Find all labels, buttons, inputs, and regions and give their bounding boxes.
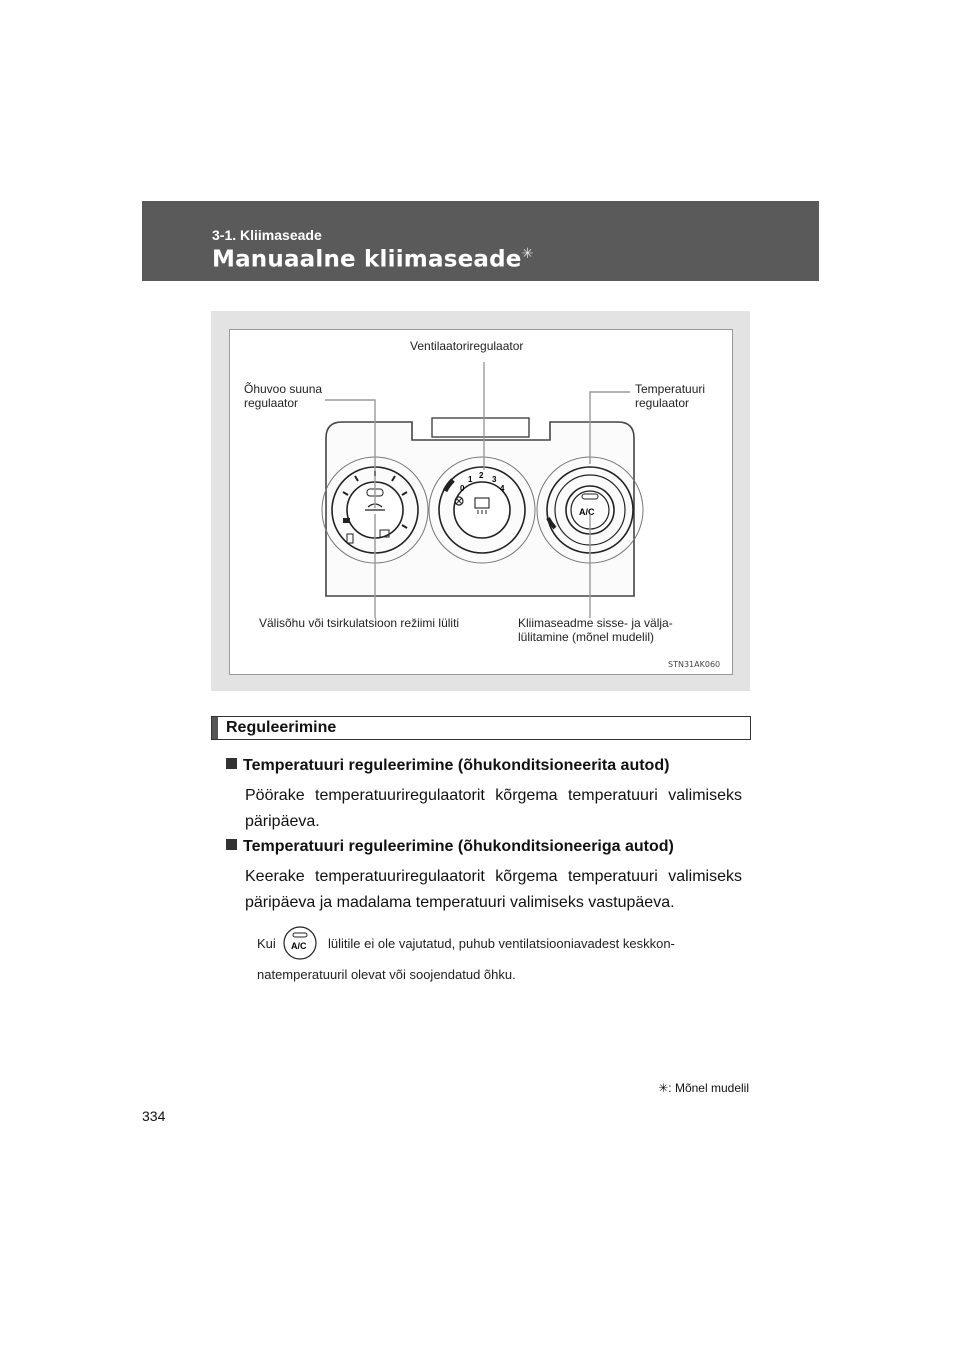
callout-temperature [635,382,705,410]
fan-speed-4: 4 [500,484,505,493]
section-tab [212,717,218,739]
display-window [432,418,529,437]
section-title: Reguleerimine [226,719,337,736]
figure-frame [229,329,733,675]
bullet-square-icon [226,839,237,850]
callout-temperature-line1: Temperatuuri [635,382,706,396]
fan-speed-2: 2 [479,471,484,480]
footnote-text: : Mõnel mudelil [668,1081,749,1095]
callout-recirculation: Välisõhu või tsirkulatsioon režiimi lüliti [259,616,460,630]
item-heading-1 [226,757,669,775]
callout-airflow-line2: regulaator [244,396,299,410]
figure-code: STN31AK060 [668,660,721,669]
climate-control-figure [211,311,750,691]
section-number: 3-1. Kliimaseade [212,227,322,243]
fan-speed-3: 3 [492,475,497,484]
bullet-square-icon [226,758,237,769]
footnote-star: ✳ [658,1081,669,1095]
note-prefix: Kui [257,936,276,951]
fan-speed-1: 1 [468,475,473,484]
section-header [211,716,751,740]
chapter-header [142,201,819,281]
page-title [212,246,534,273]
callout-ac [518,616,673,644]
item-body-2: Keerake temperatuuriregulaatorit kõrgema temperatuuri valimiseks päripäeva ja madalama temperatuuri valimiseks vastupäeva. [245,868,742,911]
footnote [658,1081,749,1095]
asterisk-icon: ✳ [521,246,534,262]
item-body-1: Pöörake temperatuuriregulaatorit kõrgema temperatuuri valimiseks päripäeva. [245,787,742,830]
page-title-text: Manuaalne kliimaseade [212,246,522,273]
note-line1: lülitile ei ole vajutatud, puhub ventilatsiooniavadest keskkon- [328,936,675,951]
item-heading-2 [226,838,674,856]
callout-airflow-line1: Õhuvoo suuna [244,382,323,396]
ac-button-label: A/C [579,507,595,517]
item-heading-2-text: Temperatuuri reguleerimine (õhukonditsioneeriga autod) [243,838,674,855]
item-heading-1-text: Temperatuuri reguleerimine (õhukonditsioneerita autod) [243,757,670,774]
callout-ac-line2: lülitamine (mõnel mudelil) [518,630,655,644]
callout-airflow [244,382,322,410]
note-line2: natemperatuuril olevat või soojendatud õhku. [257,967,516,982]
ac-button-icon [283,926,317,960]
callout-fan: Ventilaatoriregulaator [410,339,524,353]
fan-speed-0: 0 [460,484,465,493]
page-number: 334 [142,1108,166,1124]
callout-ac-line1: Kliimaseadme sisse- ja välja- [518,616,673,630]
callout-temperature-line2: regulaator [635,396,690,410]
ac-inline-label: A/C [291,941,307,951]
